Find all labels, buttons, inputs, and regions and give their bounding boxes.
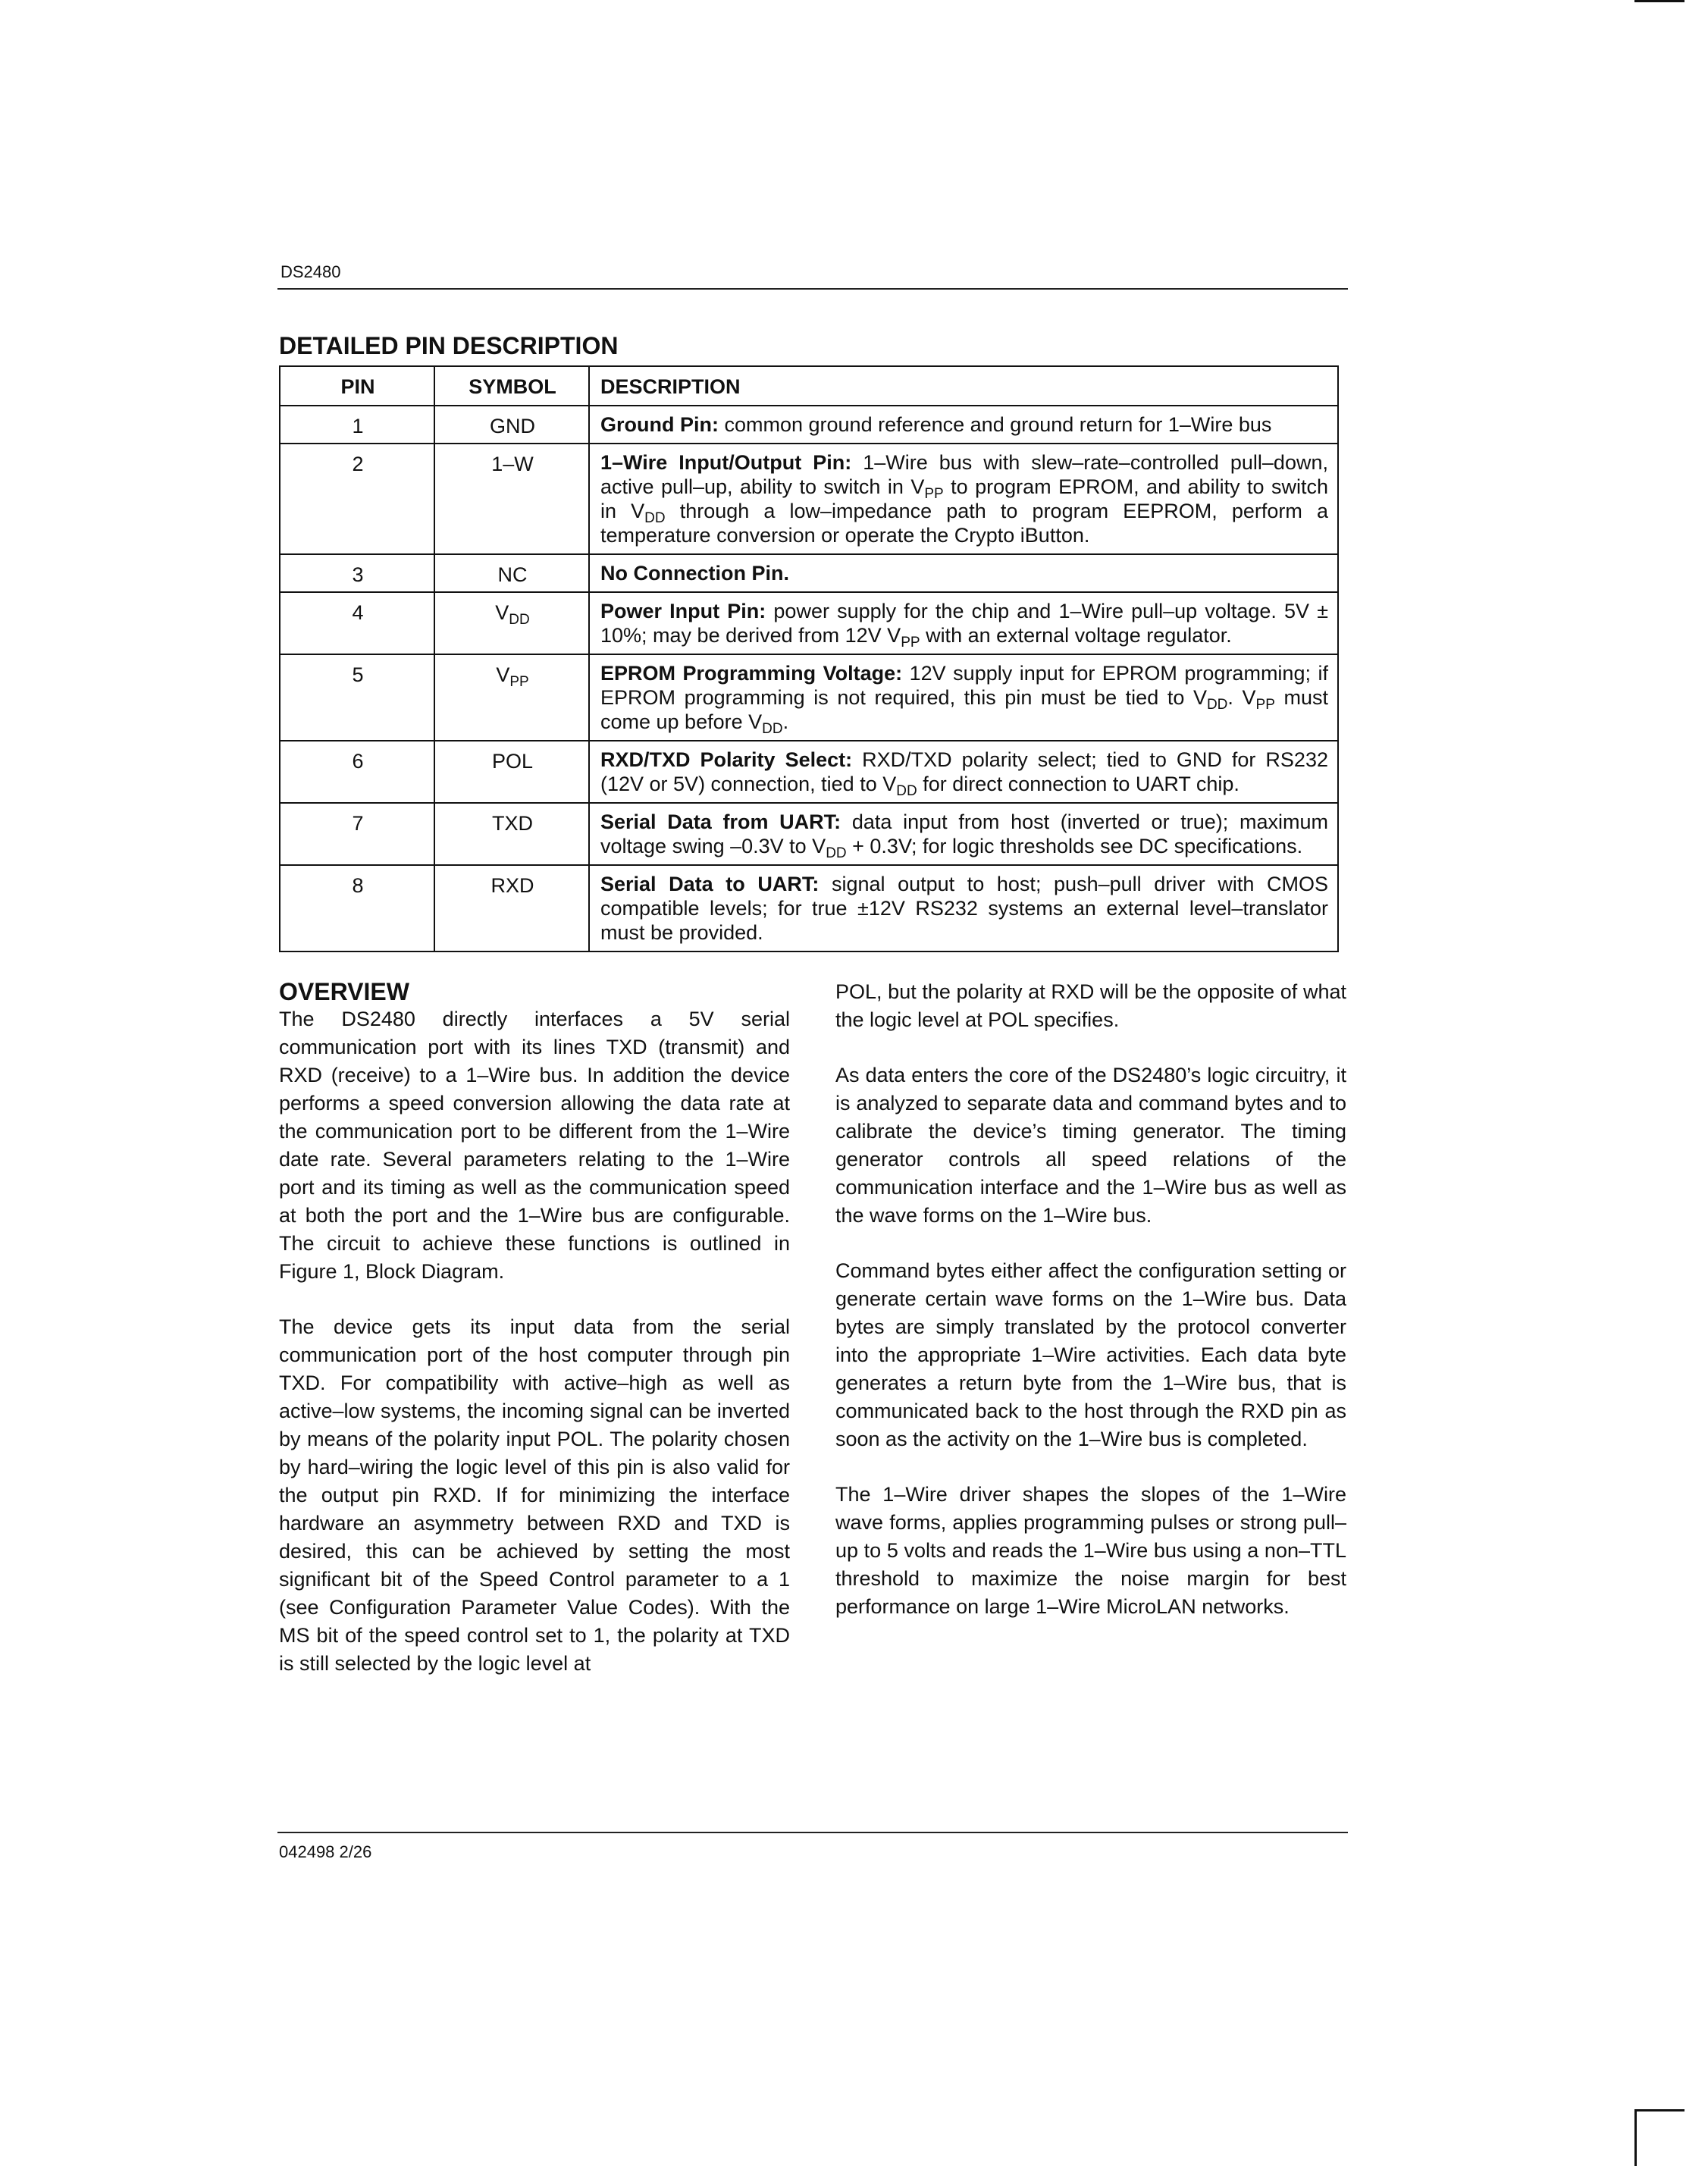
description-text: signal output to host; push–pull driver with CMOS compatible levels; for true ±12V RS232 systems an external level–translator must be provided. — [600, 873, 1328, 944]
footer-rule — [277, 1832, 1348, 1833]
pin-number-cell: 7 — [280, 803, 434, 865]
pin-symbol-cell — [434, 654, 589, 741]
pin-symbol-text: V — [496, 663, 510, 686]
pin-symbol-cell — [434, 444, 589, 554]
pin-description-lead: EPROM Programming Voltage: — [600, 662, 903, 685]
description-subscript: PP — [924, 486, 944, 502]
crop-mark-bottom-right — [1634, 2109, 1637, 2166]
overview-right-column — [835, 978, 1346, 1648]
pin-symbol-text: POL — [491, 750, 534, 773]
description-subscript: PP — [901, 635, 920, 651]
description-text: power supply for the chip and 1–Wire pull–up voltage. 5V ± 10%; may be derived from 12V V — [600, 600, 1329, 647]
pin-description-title: DETAILED PIN DESCRIPTION — [279, 332, 619, 359]
overview-title: OVERVIEW — [279, 978, 409, 1005]
pin-symbol-cell — [434, 741, 589, 803]
overview-left-column — [279, 1005, 790, 1705]
description-subscript: DD — [1206, 697, 1228, 713]
pin-description-lead: Ground Pin: — [600, 413, 719, 436]
description-text: RXD/TXD polarity select; tied to GND for RS232 (12V or 5V) connection, tied to V — [600, 748, 1328, 795]
pin-description-cell — [589, 406, 1338, 444]
pin-symbol-cell — [434, 554, 589, 592]
overview-paragraph: The DS2480 directly interfaces a 5V serial communication port with its lines TXD (transmit) and RXD (receive) to a 1–Wire bus. In addition the device performs a speed conversion allowing the data rate at the communication port to be different from the 1–Wire date rate. Several parameters relating to the 1–Wire port and its timing as well as the communication speed at both the port and the 1–Wire bus are configurable. The circuit to achieve these functions is outlined in Figure 1, Block Diagram. — [279, 1008, 790, 1283]
description-text: 12V supply input for EPROM programming; if EPROM programming is not required, this pin must be tied to V — [600, 662, 1328, 709]
table-row — [280, 741, 1338, 803]
pin-description-lead: No Connection Pin. — [600, 562, 789, 585]
pin-description-cell — [589, 865, 1338, 951]
pin-description-lead: Serial Data to UART: — [600, 873, 820, 895]
column-header-description: DESCRIPTION — [589, 366, 1338, 406]
description-text: must come up before V — [600, 686, 1329, 733]
pin-symbol-text: TXD — [492, 812, 533, 835]
pin-description-cell — [589, 654, 1338, 741]
description-text: through a low–impedance path to program EEPROM, perform a temperature conversion or operate the Crypto iButton. — [600, 500, 1328, 547]
description-text: to program EPROM, and ability to switch in V — [600, 475, 1328, 522]
pin-symbol-text: RXD — [490, 874, 534, 897]
pin-symbol-cell — [434, 592, 589, 654]
pin-symbol-subscript: DD — [509, 612, 530, 628]
description-subscript: PP — [1255, 697, 1275, 713]
pin-number-cell: 4 — [280, 592, 434, 654]
table-row — [280, 554, 1338, 592]
table-row — [280, 654, 1338, 741]
description-text: common ground reference and ground return for 1–Wire bus — [718, 413, 1272, 436]
pin-description-table — [279, 365, 1339, 952]
table-row — [280, 803, 1338, 865]
table-row — [280, 865, 1338, 951]
description-text: 1–Wire bus with slew–rate–controlled pull–down, active pull–up, ability to switch in V — [600, 451, 1328, 498]
pin-description-lead: RXD/TXD Polarity Select: — [600, 748, 853, 771]
pin-symbol-cell — [434, 406, 589, 444]
page-header: DS2480 — [280, 262, 341, 281]
description-text: + 0.3V; for logic thresholds see DC specifications. — [846, 835, 1303, 857]
pin-description-cell — [589, 741, 1338, 803]
pin-description-cell — [589, 554, 1338, 592]
pin-description-lead: 1–Wire Input/Output Pin: — [600, 451, 852, 474]
description-subscript: DD — [896, 783, 917, 799]
pin-number-cell: 6 — [280, 741, 434, 803]
table-header-row — [280, 366, 1338, 406]
pin-symbol-subscript: PP — [509, 674, 529, 690]
pin-number-cell: 3 — [280, 554, 434, 592]
pin-symbol-text: GND — [490, 415, 535, 437]
description-subscript: DD — [644, 510, 666, 526]
description-text: with an external voltage regulator. — [920, 624, 1232, 647]
description-text: for direct connection to UART chip. — [917, 773, 1239, 795]
column-header-symbol: SYMBOL — [434, 366, 589, 406]
description-subscript: DD — [762, 721, 783, 737]
crop-mark-bottom-right-h — [1634, 2109, 1684, 2111]
pin-symbol-text: 1–W — [491, 453, 534, 475]
pin-number-cell: 2 — [280, 444, 434, 554]
pin-number-cell: 8 — [280, 865, 434, 951]
pin-description-cell — [589, 444, 1338, 554]
pin-description-cell — [589, 592, 1338, 654]
overview-paragraph: Command bytes either affect the configuration setting or generate certain wave forms on the 1–Wire bus. Data bytes are simply translated by the protocol converter into the appropriate 1–Wire activities. Each data byte generates a return byte from the 1–Wire bus, that is communicated back to the host through the RXD pin as soon as the activity on the 1–Wire bus is completed. — [835, 1259, 1346, 1450]
description-text: . — [782, 710, 789, 733]
description-subscript: DD — [826, 845, 847, 861]
pin-number-cell: 1 — [280, 406, 434, 444]
pin-description-lead: Power Input Pin: — [600, 600, 766, 622]
description-text: . V — [1227, 686, 1256, 709]
pin-description-cell — [589, 803, 1338, 865]
table-row — [280, 592, 1338, 654]
pin-number-cell: 5 — [280, 654, 434, 741]
column-header-pin: PIN — [280, 366, 434, 406]
pin-table-body — [280, 406, 1338, 951]
pin-description-lead: Serial Data from UART: — [600, 810, 841, 833]
pin-symbol-text: V — [495, 601, 509, 624]
table-row — [280, 444, 1338, 554]
pin-symbol-cell — [434, 865, 589, 951]
overview-paragraph: As data enters the core of the DS2480’s logic circuitry, it is analyzed to separate data and command bytes and to calibrate the device’s timing generator. The timing generator controls all speed relations of the communication interface and the 1–Wire bus as well as the wave forms on the 1–Wire bus. — [835, 1064, 1346, 1227]
pin-symbol-text: NC — [497, 563, 528, 586]
description-text: data input from host (inverted or true); maximum voltage swing –0.3V to V — [600, 810, 1328, 857]
crop-mark-top-right — [1634, 0, 1684, 2]
header-rule — [277, 288, 1348, 290]
overview-paragraph: POL, but the polarity at RXD will be the opposite of what the logic level at POL specifies. — [835, 980, 1346, 1031]
page-footer: 042498 2/26 — [279, 1842, 372, 1861]
overview-paragraph: The 1–Wire driver shapes the slopes of the 1–Wire wave forms, applies programming pulses or strong pull–up to 5 volts and reads the 1–Wire bus using a non–TTL threshold to maximize the noise margin for best performance on large 1–Wire MicroLAN networks. — [835, 1483, 1346, 1618]
table-row — [280, 406, 1338, 444]
overview-paragraph: The device gets its input data from the serial communication port of the host computer through pin TXD. For compatibility with active–high as well as active–low systems, the incoming signal can be inverted by means of the polarity input POL. The polarity chosen by hard–wiring the logic level of this pin is also valid for the output pin RXD. If for minimizing the interface hardware an asymmetry between RXD and TXD is desired, this can be achieved by setting the most significant bit of the Speed Control parameter to a 1 (see Configuration Parameter Value Codes). With the MS bit of the speed control set to 1, the polarity at TXD is still selected by the logic level at — [279, 1315, 790, 1675]
pin-symbol-cell — [434, 803, 589, 865]
